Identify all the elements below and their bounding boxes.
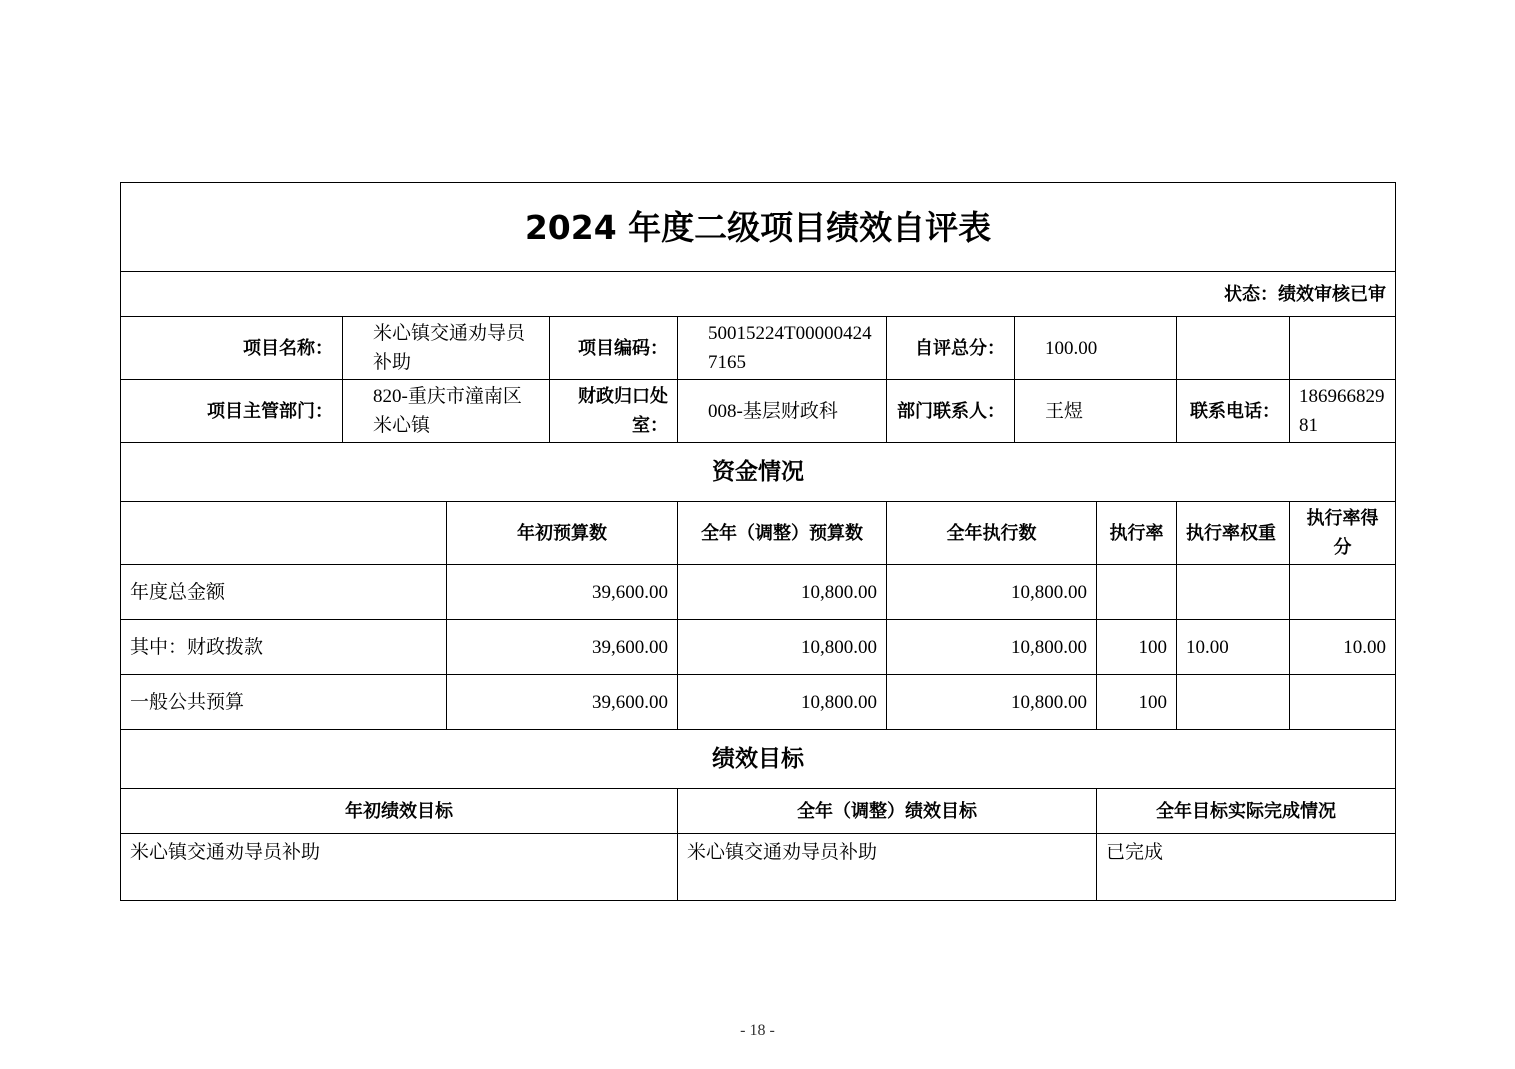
page-number: - 18 - [740,1022,775,1039]
weight-cell [1177,675,1290,730]
dept-label: 项目主管部门： [121,380,343,443]
phone-label: 联系电话： [1177,380,1290,443]
project-name-label: 项目名称： [121,317,343,380]
self-score-label: 自评总分： [887,317,1015,380]
goals-header-completion: 全年目标实际完成情况 [1097,789,1396,834]
funds-header-executed: 全年执行数 [887,502,1097,565]
funds-header-rate: 执行率 [1097,502,1177,565]
finance-office-value: 008-基层财政科 [678,380,887,443]
performance-self-evaluation-table [120,182,1396,901]
goals-header-initial: 年初绩效目标 [121,789,678,834]
score-cell [1290,565,1396,620]
rate-cell: 100 [1097,675,1177,730]
executed-cell: 10,800.00 [887,620,1097,675]
page-title: 2024 年度二级项目绩效自评表 [121,183,1396,272]
funds-header-score: 执行率得分 [1290,502,1396,565]
project-code-label: 项目编码： [550,317,678,380]
project-name-value: 米心镇交通劝导员补助 [343,317,550,380]
goals-header-adjusted: 全年（调整）绩效目标 [678,789,1097,834]
self-score-value: 100.00 [1015,317,1177,380]
phone-value: 18696682981 [1290,380,1396,443]
status-text: 状态：绩效审核已审 [121,272,1396,317]
empty-cell [1290,317,1396,380]
dept-value: 820-重庆市潼南区米心镇 [343,380,550,443]
weight-cell [1177,565,1290,620]
adjusted-budget-cell: 10,800.00 [678,675,887,730]
funds-header-empty [121,502,447,565]
score-cell [1290,675,1396,730]
table-row [121,675,1396,730]
initial-budget-cell: 39,600.00 [447,675,678,730]
contact-label: 部门联系人： [887,380,1015,443]
adjusted-budget-cell: 10,800.00 [678,620,887,675]
finance-office-label: 财政归口处室： [550,380,678,443]
adjusted-goal-value: 米心镇交通劝导员补助 [678,834,1097,901]
funds-section-title: 资金情况 [121,443,1396,502]
rate-cell [1097,565,1177,620]
completion-value: 已完成 [1097,834,1396,901]
adjusted-budget-cell: 10,800.00 [678,565,887,620]
row-label: 一般公共预算 [121,675,447,730]
funds-header-adjusted-budget: 全年（调整）预算数 [678,502,887,565]
executed-cell: 10,800.00 [887,565,1097,620]
row-label: 其中：财政拨款 [121,620,447,675]
table-row [121,565,1396,620]
goals-section-title: 绩效目标 [121,730,1396,789]
contact-value: 王煜 [1015,380,1177,443]
empty-cell [1177,317,1290,380]
initial-budget-cell: 39,600.00 [447,565,678,620]
rate-cell: 100 [1097,620,1177,675]
executed-cell: 10,800.00 [887,675,1097,730]
funds-header-initial-budget: 年初预算数 [447,502,678,565]
funds-header-weight: 执行率权重 [1177,502,1290,565]
table-row [121,620,1396,675]
weight-cell: 10.00 [1177,620,1290,675]
project-code-value: 50015224T000004247165 [678,317,887,380]
initial-budget-cell: 39,600.00 [447,620,678,675]
row-label: 年度总金额 [121,565,447,620]
initial-goal-value: 米心镇交通劝导员补助 [121,834,678,901]
score-cell: 10.00 [1290,620,1396,675]
